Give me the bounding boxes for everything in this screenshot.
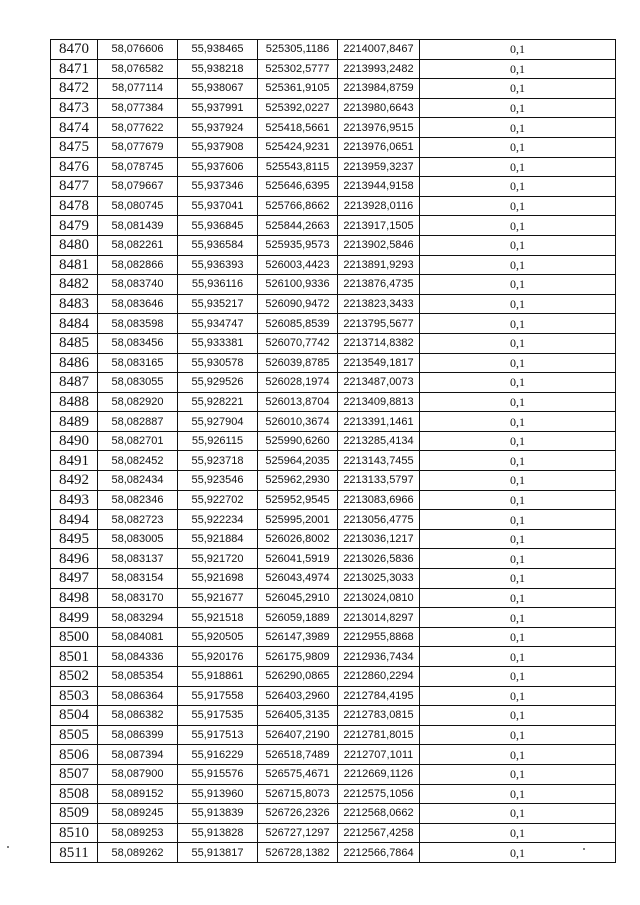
- y-coordinate-cell: 2212783,0815: [338, 706, 420, 726]
- y-coordinate-cell: 2213056,4775: [338, 510, 420, 530]
- y-coordinate-cell: 2213959,3237: [338, 157, 420, 177]
- scan-speck: [7, 846, 9, 848]
- longitude-cell: 55,913828: [178, 823, 258, 843]
- table-row: [51, 255, 616, 275]
- longitude-cell: 55,936393: [178, 255, 258, 275]
- accuracy-cell: 0,1: [420, 157, 616, 177]
- point-number-cell: 8475: [51, 137, 98, 157]
- y-coordinate-cell: 2213980,6643: [338, 98, 420, 118]
- table-row: [51, 569, 616, 589]
- longitude-cell: 55,930578: [178, 353, 258, 373]
- point-number-cell: 8470: [51, 40, 98, 60]
- point-number-cell: 8472: [51, 79, 98, 99]
- point-number-cell: 8511: [51, 843, 98, 863]
- latitude-cell: 58,082887: [98, 412, 178, 432]
- y-coordinate-cell: 2214007,8467: [338, 40, 420, 60]
- table-row: [51, 608, 616, 628]
- y-coordinate-cell: 2212781,8015: [338, 725, 420, 745]
- point-number-cell: 8492: [51, 471, 98, 491]
- longitude-cell: 55,921884: [178, 529, 258, 549]
- x-coordinate-cell: 526575,4671: [258, 764, 338, 784]
- longitude-cell: 55,917558: [178, 686, 258, 706]
- latitude-cell: 58,087394: [98, 745, 178, 765]
- x-coordinate-cell: 526175,9809: [258, 647, 338, 667]
- point-number-cell: 8499: [51, 608, 98, 628]
- accuracy-cell: 0,1: [420, 647, 616, 667]
- longitude-cell: 55,918861: [178, 667, 258, 687]
- longitude-cell: 55,921677: [178, 588, 258, 608]
- y-coordinate-cell: 2213976,0651: [338, 137, 420, 157]
- y-coordinate-cell: 2212567,4258: [338, 823, 420, 843]
- y-coordinate-cell: 2212784,4195: [338, 686, 420, 706]
- accuracy-cell: 0,1: [420, 764, 616, 784]
- table-row: [51, 196, 616, 216]
- y-coordinate-cell: 2213714,8382: [338, 333, 420, 353]
- y-coordinate-cell: 2212707,1011: [338, 745, 420, 765]
- y-coordinate-cell: 2212936,7434: [338, 647, 420, 667]
- accuracy-cell: 0,1: [420, 706, 616, 726]
- latitude-cell: 58,077622: [98, 118, 178, 138]
- point-number-cell: 8487: [51, 373, 98, 393]
- point-number-cell: 8501: [51, 647, 98, 667]
- table-row: [51, 784, 616, 804]
- latitude-cell: 58,089152: [98, 784, 178, 804]
- accuracy-cell: 0,1: [420, 333, 616, 353]
- point-number-cell: 8507: [51, 764, 98, 784]
- table-row: [51, 98, 616, 118]
- latitude-cell: 58,083165: [98, 353, 178, 373]
- accuracy-cell: 0,1: [420, 392, 616, 412]
- y-coordinate-cell: 2213928,0116: [338, 196, 420, 216]
- x-coordinate-cell: 525392,0227: [258, 98, 338, 118]
- latitude-cell: 58,084336: [98, 647, 178, 667]
- point-number-cell: 8494: [51, 510, 98, 530]
- accuracy-cell: 0,1: [420, 529, 616, 549]
- table-row: [51, 333, 616, 353]
- x-coordinate-cell: 526727,1297: [258, 823, 338, 843]
- point-number-cell: 8502: [51, 667, 98, 687]
- x-coordinate-cell: 526100,9336: [258, 275, 338, 295]
- y-coordinate-cell: 2213976,9515: [338, 118, 420, 138]
- y-coordinate-cell: 2213944,9158: [338, 177, 420, 197]
- table-row: [51, 549, 616, 569]
- point-number-cell: 8477: [51, 177, 98, 197]
- latitude-cell: 58,082723: [98, 510, 178, 530]
- latitude-cell: 58,082452: [98, 451, 178, 471]
- y-coordinate-cell: 2213026,5836: [338, 549, 420, 569]
- x-coordinate-cell: 525305,1186: [258, 40, 338, 60]
- accuracy-cell: 0,1: [420, 294, 616, 314]
- longitude-cell: 55,920176: [178, 647, 258, 667]
- point-number-cell: 8480: [51, 235, 98, 255]
- table-row: [51, 647, 616, 667]
- accuracy-cell: 0,1: [420, 177, 616, 197]
- accuracy-cell: 0,1: [420, 137, 616, 157]
- table-row: [51, 725, 616, 745]
- x-coordinate-cell: 526003,4423: [258, 255, 338, 275]
- y-coordinate-cell: 2213487,0073: [338, 373, 420, 393]
- point-number-cell: 8471: [51, 59, 98, 79]
- y-coordinate-cell: 2213902,5846: [338, 235, 420, 255]
- y-coordinate-cell: 2212568,0662: [338, 804, 420, 824]
- longitude-cell: 55,933381: [178, 333, 258, 353]
- longitude-cell: 55,938218: [178, 59, 258, 79]
- table-row: [51, 373, 616, 393]
- x-coordinate-cell: 525302,5777: [258, 59, 338, 79]
- point-number-cell: 8474: [51, 118, 98, 138]
- point-number-cell: 8483: [51, 294, 98, 314]
- latitude-cell: 58,082346: [98, 490, 178, 510]
- longitude-cell: 55,915576: [178, 764, 258, 784]
- x-coordinate-cell: 525766,8662: [258, 196, 338, 216]
- x-coordinate-cell: 526290,0865: [258, 667, 338, 687]
- longitude-cell: 55,936845: [178, 216, 258, 236]
- latitude-cell: 58,078745: [98, 157, 178, 177]
- x-coordinate-cell: 525962,2930: [258, 471, 338, 491]
- latitude-cell: 58,084081: [98, 627, 178, 647]
- latitude-cell: 58,083154: [98, 569, 178, 589]
- longitude-cell: 55,923546: [178, 471, 258, 491]
- latitude-cell: 58,083646: [98, 294, 178, 314]
- latitude-cell: 58,089262: [98, 843, 178, 863]
- y-coordinate-cell: 2213795,5677: [338, 314, 420, 334]
- table-row: [51, 59, 616, 79]
- latitude-cell: 58,077679: [98, 137, 178, 157]
- table-row: [51, 275, 616, 295]
- latitude-cell: 58,086399: [98, 725, 178, 745]
- table-row: [51, 667, 616, 687]
- accuracy-cell: 0,1: [420, 471, 616, 491]
- latitude-cell: 58,086382: [98, 706, 178, 726]
- accuracy-cell: 0,1: [420, 216, 616, 236]
- y-coordinate-cell: 2213984,8759: [338, 79, 420, 99]
- accuracy-cell: 0,1: [420, 490, 616, 510]
- point-number-cell: 8482: [51, 275, 98, 295]
- x-coordinate-cell: 526518,7489: [258, 745, 338, 765]
- accuracy-cell: 0,1: [420, 98, 616, 118]
- point-number-cell: 8486: [51, 353, 98, 373]
- x-coordinate-cell: 526028,1974: [258, 373, 338, 393]
- y-coordinate-cell: 2213917,1505: [338, 216, 420, 236]
- point-number-cell: 8489: [51, 412, 98, 432]
- latitude-cell: 58,081439: [98, 216, 178, 236]
- latitude-cell: 58,077384: [98, 98, 178, 118]
- table-row: [51, 471, 616, 491]
- accuracy-cell: 0,1: [420, 431, 616, 451]
- accuracy-cell: 0,1: [420, 314, 616, 334]
- x-coordinate-cell: 525935,9573: [258, 235, 338, 255]
- point-number-cell: 8476: [51, 157, 98, 177]
- longitude-cell: 55,938067: [178, 79, 258, 99]
- x-coordinate-cell: 525543,8115: [258, 157, 338, 177]
- latitude-cell: 58,082866: [98, 255, 178, 275]
- table-row: [51, 412, 616, 432]
- x-coordinate-cell: 525418,5661: [258, 118, 338, 138]
- longitude-cell: 55,926115: [178, 431, 258, 451]
- table-row: [51, 40, 616, 60]
- table-row: [51, 216, 616, 236]
- accuracy-cell: 0,1: [420, 823, 616, 843]
- longitude-cell: 55,937924: [178, 118, 258, 138]
- y-coordinate-cell: 2213036,1217: [338, 529, 420, 549]
- accuracy-cell: 0,1: [420, 804, 616, 824]
- accuracy-cell: 0,1: [420, 235, 616, 255]
- x-coordinate-cell: 526059,1889: [258, 608, 338, 628]
- longitude-cell: 55,937041: [178, 196, 258, 216]
- x-coordinate-cell: 526043,4974: [258, 569, 338, 589]
- accuracy-cell: 0,1: [420, 196, 616, 216]
- y-coordinate-cell: 2213823,3433: [338, 294, 420, 314]
- table-row: [51, 392, 616, 412]
- point-number-cell: 8497: [51, 569, 98, 589]
- x-coordinate-cell: 526403,2960: [258, 686, 338, 706]
- accuracy-cell: 0,1: [420, 510, 616, 530]
- x-coordinate-cell: 526715,8073: [258, 784, 338, 804]
- table-row: [51, 314, 616, 334]
- accuracy-cell: 0,1: [420, 588, 616, 608]
- longitude-cell: 55,921698: [178, 569, 258, 589]
- latitude-cell: 58,080745: [98, 196, 178, 216]
- x-coordinate-cell: 525964,2035: [258, 451, 338, 471]
- y-coordinate-cell: 2213025,3033: [338, 569, 420, 589]
- longitude-cell: 55,937606: [178, 157, 258, 177]
- x-coordinate-cell: 526085,8539: [258, 314, 338, 334]
- table-row: [51, 745, 616, 765]
- table-row: [51, 157, 616, 177]
- longitude-cell: 55,934747: [178, 314, 258, 334]
- longitude-cell: 55,922702: [178, 490, 258, 510]
- point-number-cell: 8491: [51, 451, 98, 471]
- accuracy-cell: 0,1: [420, 843, 616, 863]
- table-row: [51, 823, 616, 843]
- y-coordinate-cell: 2213876,4735: [338, 275, 420, 295]
- x-coordinate-cell: 526405,3135: [258, 706, 338, 726]
- table-row: [51, 510, 616, 530]
- point-number-cell: 8504: [51, 706, 98, 726]
- accuracy-cell: 0,1: [420, 373, 616, 393]
- table-row: [51, 764, 616, 784]
- longitude-cell: 55,913817: [178, 843, 258, 863]
- longitude-cell: 55,917513: [178, 725, 258, 745]
- longitude-cell: 55,928221: [178, 392, 258, 412]
- x-coordinate-cell: 526039,8785: [258, 353, 338, 373]
- point-number-cell: 8478: [51, 196, 98, 216]
- longitude-cell: 55,935217: [178, 294, 258, 314]
- accuracy-cell: 0,1: [420, 725, 616, 745]
- accuracy-cell: 0,1: [420, 451, 616, 471]
- table-row: [51, 529, 616, 549]
- x-coordinate-cell: 525361,9105: [258, 79, 338, 99]
- point-number-cell: 8490: [51, 431, 98, 451]
- table-row: [51, 235, 616, 255]
- point-number-cell: 8479: [51, 216, 98, 236]
- point-number-cell: 8473: [51, 98, 98, 118]
- table-row: [51, 79, 616, 99]
- y-coordinate-cell: 2213285,4134: [338, 431, 420, 451]
- y-coordinate-cell: 2213014,8297: [338, 608, 420, 628]
- point-number-cell: 8485: [51, 333, 98, 353]
- table-row: [51, 137, 616, 157]
- table-row: [51, 353, 616, 373]
- x-coordinate-cell: 526013,8704: [258, 392, 338, 412]
- accuracy-cell: 0,1: [420, 549, 616, 569]
- table-row: [51, 686, 616, 706]
- y-coordinate-cell: 2212955,8868: [338, 627, 420, 647]
- latitude-cell: 58,083055: [98, 373, 178, 393]
- point-number-cell: 8484: [51, 314, 98, 334]
- latitude-cell: 58,083294: [98, 608, 178, 628]
- x-coordinate-cell: 526026,8002: [258, 529, 338, 549]
- x-coordinate-cell: 526726,2326: [258, 804, 338, 824]
- x-coordinate-cell: 526070,7742: [258, 333, 338, 353]
- longitude-cell: 55,916229: [178, 745, 258, 765]
- point-number-cell: 8496: [51, 549, 98, 569]
- accuracy-cell: 0,1: [420, 40, 616, 60]
- latitude-cell: 58,089245: [98, 804, 178, 824]
- longitude-cell: 55,929526: [178, 373, 258, 393]
- longitude-cell: 55,936116: [178, 275, 258, 295]
- x-coordinate-cell: 526010,3674: [258, 412, 338, 432]
- latitude-cell: 58,087900: [98, 764, 178, 784]
- latitude-cell: 58,083740: [98, 275, 178, 295]
- point-number-cell: 8498: [51, 588, 98, 608]
- x-coordinate-cell: 526407,2190: [258, 725, 338, 745]
- x-coordinate-cell: 526090,9472: [258, 294, 338, 314]
- x-coordinate-cell: 526041,5919: [258, 549, 338, 569]
- longitude-cell: 55,937908: [178, 137, 258, 157]
- x-coordinate-cell: 526045,2910: [258, 588, 338, 608]
- table-row: [51, 177, 616, 197]
- y-coordinate-cell: 2213143,7455: [338, 451, 420, 471]
- point-number-cell: 8495: [51, 529, 98, 549]
- latitude-cell: 58,083598: [98, 314, 178, 334]
- latitude-cell: 58,083005: [98, 529, 178, 549]
- accuracy-cell: 0,1: [420, 59, 616, 79]
- table-row: [51, 804, 616, 824]
- longitude-cell: 55,917535: [178, 706, 258, 726]
- coordinates-table: [50, 39, 616, 863]
- y-coordinate-cell: 2213024,0810: [338, 588, 420, 608]
- table-body: [51, 40, 616, 863]
- accuracy-cell: 0,1: [420, 667, 616, 687]
- longitude-cell: 55,937991: [178, 98, 258, 118]
- point-number-cell: 8481: [51, 255, 98, 275]
- point-number-cell: 8510: [51, 823, 98, 843]
- y-coordinate-cell: 2213133,5797: [338, 471, 420, 491]
- table-row: [51, 706, 616, 726]
- latitude-cell: 58,082434: [98, 471, 178, 491]
- y-coordinate-cell: 2213409,8813: [338, 392, 420, 412]
- accuracy-cell: 0,1: [420, 569, 616, 589]
- x-coordinate-cell: 525990,6260: [258, 431, 338, 451]
- x-coordinate-cell: 525646,6395: [258, 177, 338, 197]
- latitude-cell: 58,082261: [98, 235, 178, 255]
- latitude-cell: 58,086364: [98, 686, 178, 706]
- table-row: [51, 431, 616, 451]
- table-row: [51, 627, 616, 647]
- latitude-cell: 58,079667: [98, 177, 178, 197]
- latitude-cell: 58,083170: [98, 588, 178, 608]
- point-number-cell: 8500: [51, 627, 98, 647]
- accuracy-cell: 0,1: [420, 353, 616, 373]
- accuracy-cell: 0,1: [420, 784, 616, 804]
- table-row: [51, 451, 616, 471]
- table-row: [51, 490, 616, 510]
- longitude-cell: 55,927904: [178, 412, 258, 432]
- y-coordinate-cell: 2212860,2294: [338, 667, 420, 687]
- point-number-cell: 8488: [51, 392, 98, 412]
- latitude-cell: 58,076606: [98, 40, 178, 60]
- x-coordinate-cell: 525995,2001: [258, 510, 338, 530]
- accuracy-cell: 0,1: [420, 686, 616, 706]
- accuracy-cell: 0,1: [420, 627, 616, 647]
- latitude-cell: 58,089253: [98, 823, 178, 843]
- y-coordinate-cell: 2213993,2482: [338, 59, 420, 79]
- x-coordinate-cell: 525424,9231: [258, 137, 338, 157]
- longitude-cell: 55,938465: [178, 40, 258, 60]
- point-number-cell: 8509: [51, 804, 98, 824]
- longitude-cell: 55,921720: [178, 549, 258, 569]
- scan-speck: [583, 848, 585, 850]
- table-row: [51, 118, 616, 138]
- latitude-cell: 58,085354: [98, 667, 178, 687]
- y-coordinate-cell: 2213083,6966: [338, 490, 420, 510]
- y-coordinate-cell: 2213549,1817: [338, 353, 420, 373]
- latitude-cell: 58,083137: [98, 549, 178, 569]
- accuracy-cell: 0,1: [420, 745, 616, 765]
- x-coordinate-cell: 526728,1382: [258, 843, 338, 863]
- longitude-cell: 55,937346: [178, 177, 258, 197]
- longitude-cell: 55,921518: [178, 608, 258, 628]
- latitude-cell: 58,082920: [98, 392, 178, 412]
- accuracy-cell: 0,1: [420, 412, 616, 432]
- table-row: [51, 588, 616, 608]
- longitude-cell: 55,920505: [178, 627, 258, 647]
- point-number-cell: 8505: [51, 725, 98, 745]
- point-number-cell: 8508: [51, 784, 98, 804]
- accuracy-cell: 0,1: [420, 608, 616, 628]
- y-coordinate-cell: 2212669,1126: [338, 764, 420, 784]
- longitude-cell: 55,913839: [178, 804, 258, 824]
- longitude-cell: 55,936584: [178, 235, 258, 255]
- point-number-cell: 8493: [51, 490, 98, 510]
- table-row: [51, 294, 616, 314]
- latitude-cell: 58,077114: [98, 79, 178, 99]
- accuracy-cell: 0,1: [420, 275, 616, 295]
- longitude-cell: 55,913960: [178, 784, 258, 804]
- latitude-cell: 58,083456: [98, 333, 178, 353]
- latitude-cell: 58,082701: [98, 431, 178, 451]
- latitude-cell: 58,076582: [98, 59, 178, 79]
- accuracy-cell: 0,1: [420, 118, 616, 138]
- accuracy-cell: 0,1: [420, 79, 616, 99]
- point-number-cell: 8506: [51, 745, 98, 765]
- x-coordinate-cell: 525844,2663: [258, 216, 338, 236]
- y-coordinate-cell: 2212575,1056: [338, 784, 420, 804]
- x-coordinate-cell: 526147,3989: [258, 627, 338, 647]
- y-coordinate-cell: 2213391,1461: [338, 412, 420, 432]
- table-row: [51, 843, 616, 863]
- longitude-cell: 55,923718: [178, 451, 258, 471]
- point-number-cell: 8503: [51, 686, 98, 706]
- y-coordinate-cell: 2212566,7864: [338, 843, 420, 863]
- longitude-cell: 55,922234: [178, 510, 258, 530]
- accuracy-cell: 0,1: [420, 255, 616, 275]
- y-coordinate-cell: 2213891,9293: [338, 255, 420, 275]
- x-coordinate-cell: 525952,9545: [258, 490, 338, 510]
